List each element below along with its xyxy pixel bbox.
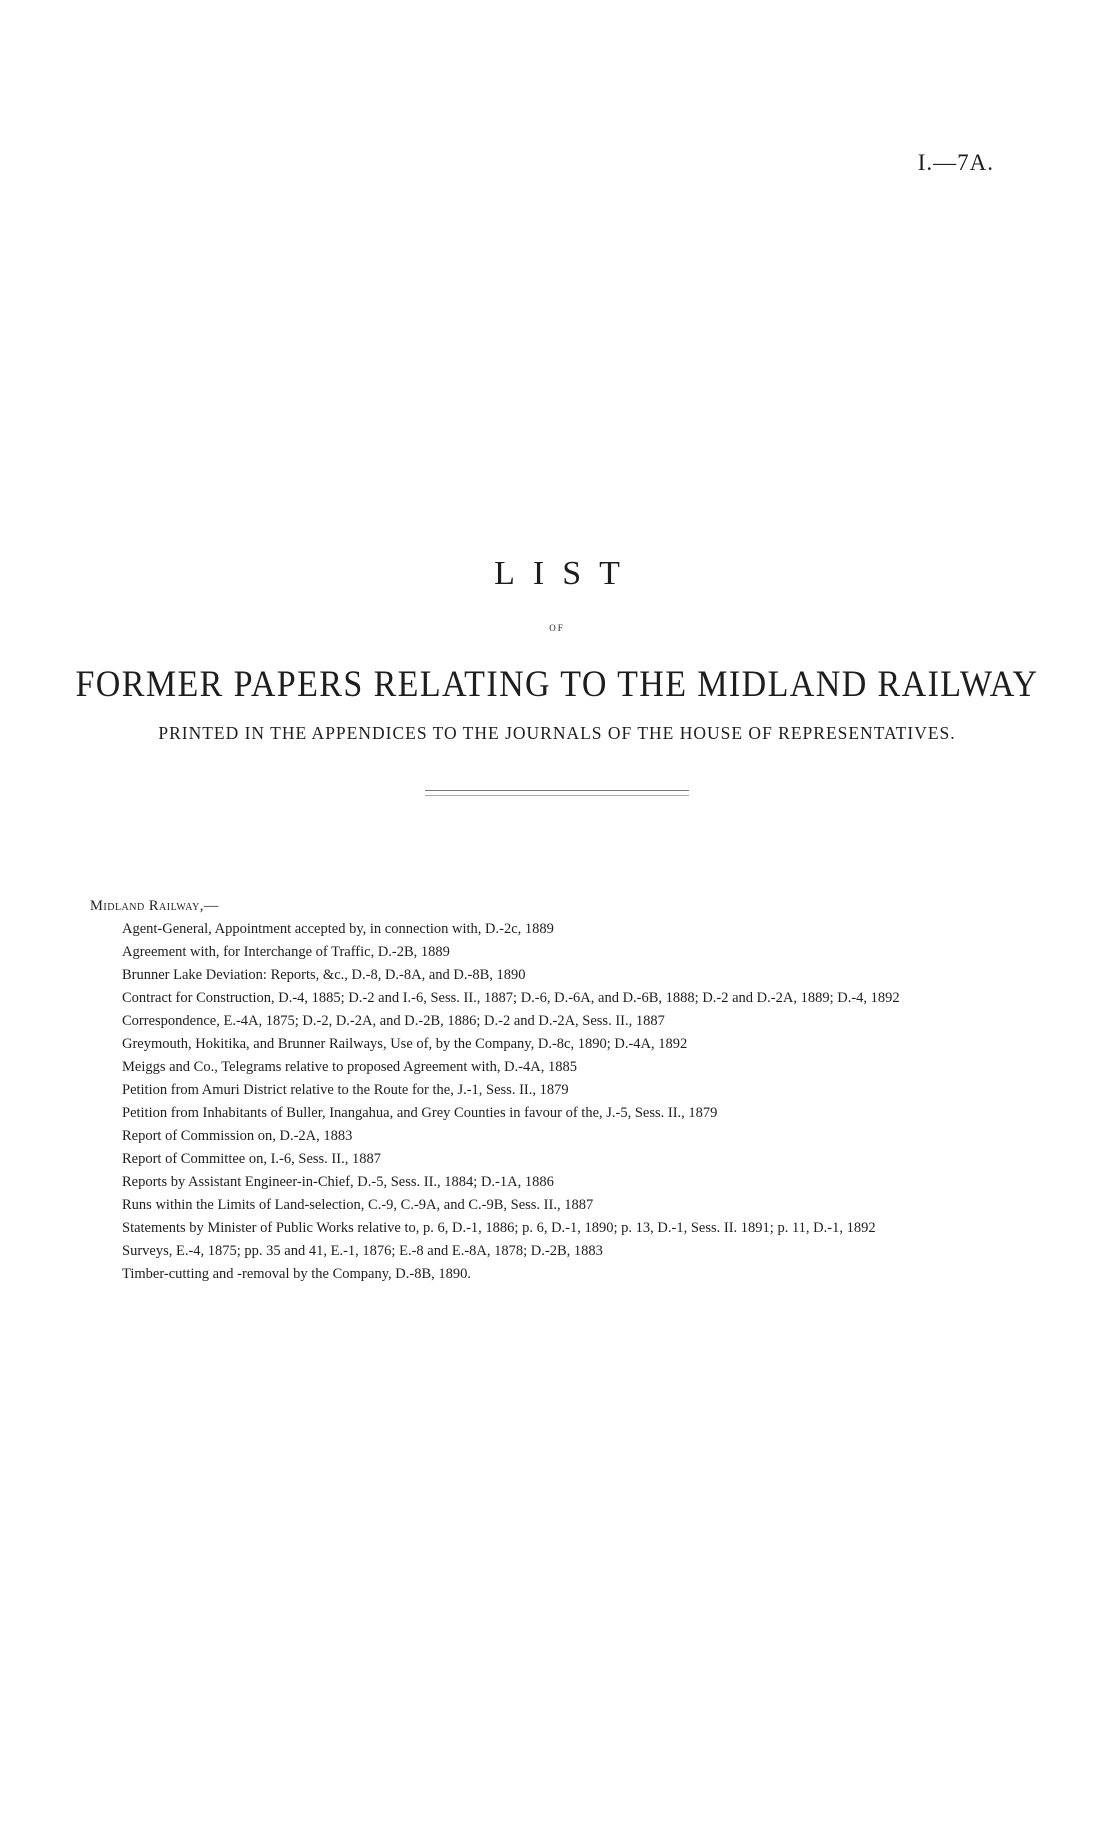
index-entry: Petition from Amuri District relative to the Route for the, J.-1, Sess. II., 1879 [122, 1082, 569, 1098]
index-entry: Timber-cutting and -removal by the Company, D.-8B, 1890. [122, 1266, 472, 1282]
index-entry: Correspondence, E.-4A, 1875; D.-2, D.-2A, and D.-2B, 1886; D.-2 and D.-2A, Sess. II., 1887 [122, 1013, 665, 1029]
divider-rule [425, 790, 689, 796]
index-entry: Greymouth, Hokitika, and Brunner Railways, Use of, by the Company, D.-8c, 1890; D.-4A, 1892 [122, 1036, 688, 1052]
title-block [0, 555, 1114, 796]
index-entry: Contract for Construction, D.-4, 1885; D.-2 and I.-6, Sess. II., 1887; D.-6, D.-6A, and D.-6B, 1888; D.-2 and D.-2A, 1889; D.-4, 1892 [122, 990, 900, 1006]
index-entries [90, 918, 1020, 1286]
index-entry: Surveys, E.-4, 1875; pp. 35 and 41, E.-1, 1876; E.-8 and E.-8A, 1878; D.-2B, 1883 [122, 1243, 603, 1259]
index-entry: Report of Committee on, I.-6, Sess. II., 1887 [122, 1151, 381, 1167]
list-heading: LIST [494, 555, 638, 592]
index-entry: Statements by Minister of Public Works relative to, p. 6, D.-1, 1886; p. 6, D.-1, 1890; p. 13, D.-1, Sess. II. 1891; p. 11, D.-1, 1892 [122, 1220, 876, 1236]
index-entry: Agreement with, for Interchange of Traffic, D.-2B, 1889 [122, 944, 450, 960]
of-heading: OF [549, 623, 565, 633]
index-entry: Runs within the Limits of Land-selection, C.-9, C.-9A, and C.-9B, Sess. II., 1887 [122, 1197, 594, 1213]
index-entry: Report of Commission on, D.-2A, 1883 [122, 1128, 353, 1144]
page-reference: I.—7A. [917, 150, 994, 175]
index-entry: Meiggs and Co., Telegrams relative to proposed Agreement with, D.-4A, 1885 [122, 1059, 577, 1075]
index-entry: Reports by Assistant Engineer-in-Chief, D.-5, Sess. II., 1884; D.-1A, 1886 [122, 1174, 554, 1190]
index-entry: Agent-General, Appointment accepted by, in connection with, D.-2c, 1889 [122, 921, 554, 937]
index-heading: Midland Railway,— [90, 898, 219, 914]
index-section [90, 895, 1020, 1286]
index-entry: Petition from Inhabitants of Buller, Inangahua, and Grey Counties in favour of the, J.-5, Sess. II., 1879 [122, 1105, 718, 1121]
main-title: FORMER PAPERS RELATING TO THE MIDLAND RAILWAY [75, 664, 1039, 705]
index-entry: Brunner Lake Deviation: Reports, &c., D.-8, D.-8A, and D.-8B, 1890 [122, 967, 526, 983]
subtitle: PRINTED IN THE APPENDICES TO THE JOURNALS OF THE HOUSE OF REPRESENTATIVES. [158, 723, 956, 743]
